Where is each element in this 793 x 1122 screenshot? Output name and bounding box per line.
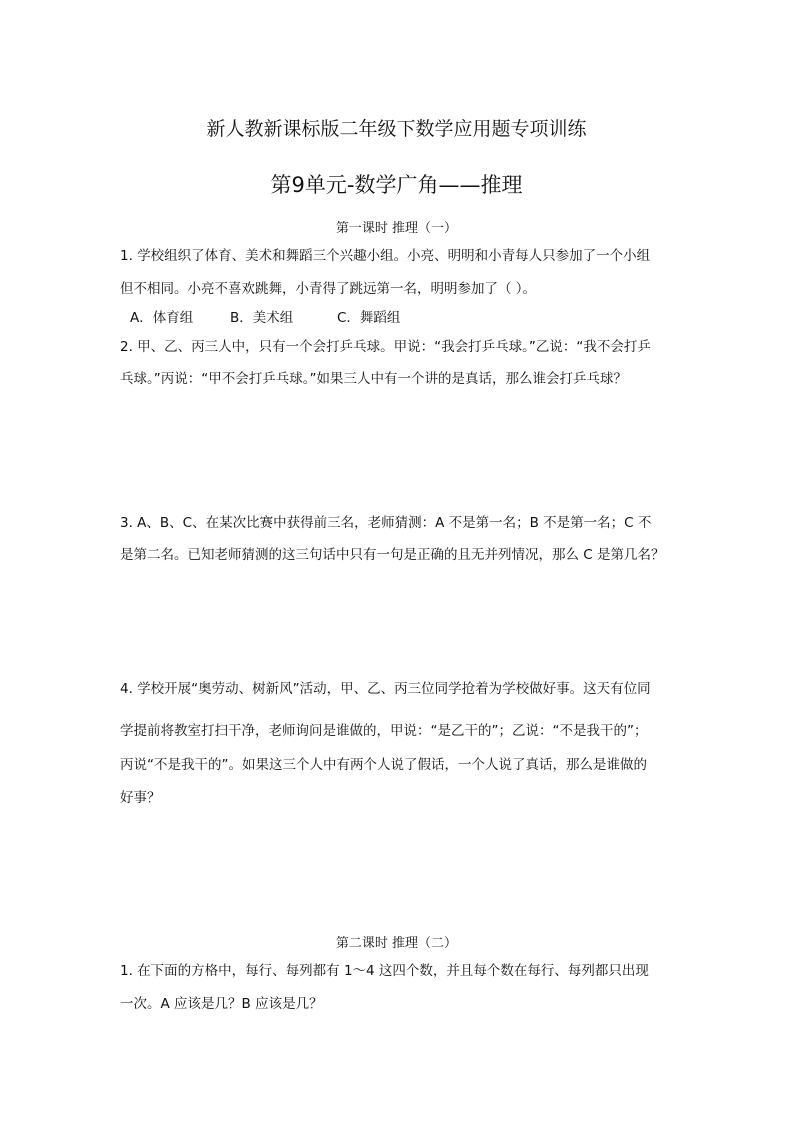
question-1-line: 1. 学校组织了体育、美术和舞蹈三个兴趣小组。小亮、明明和小青每人只参加了一个小组 xyxy=(120,248,651,264)
question-2-line: 乓球。”丙说：“甲不会打乒乓球。”如果三人中有一个讲的是真话，那么谁会打乒乓球？ xyxy=(120,371,627,387)
document-title: 新人教新课标版二年级下数学应用题专项训练 xyxy=(206,118,587,140)
question-4-line: 好事？ xyxy=(120,790,161,806)
document-subtitle: 第9单元-数学广角——推理 xyxy=(270,173,523,197)
section-heading-2: 第二课时 推理（二） xyxy=(335,936,458,951)
question-3-line: 是第二名。已知老师猜测的这三句话中只有一句是正确的且无并列情况，那么 C 是第几名？ xyxy=(120,547,665,563)
question-3-line: 3. A、B、C、在某次比赛中获得前三名，老师猜测：A 不是第一名；B 不是第一名；C 不 xyxy=(120,515,652,531)
question-4-line: 学提前将教室打扫干净，老师询问是谁做的，甲说：“是乙干的”；乙说：“不是我干的”； xyxy=(120,723,648,739)
question-4-line: 4. 学校开展“奥劳动、树新风”活动，甲、乙、丙三位同学抢着为学校做好事。这天有位同 xyxy=(120,681,651,697)
question-4-line: 丙说“不是我干的”。如果这三个人中有两个人说了假话，一个人说了真话，那么是谁做的 xyxy=(120,757,647,773)
option-a: A．体育组 xyxy=(130,310,194,326)
option-c: C．舞蹈组 xyxy=(337,310,401,326)
question-5-line: 一次。A 应该是几？B 应该是几？ xyxy=(120,996,323,1012)
question-1-line: 但不相同。小亮不喜欢跳舞，小青得了跳远第一名，明明参加了（ ）。 xyxy=(120,281,537,297)
question-5-line: 1. 在下面的方格中，每行、每列都有 1～4 这四个数，并且每个数在每行、每列都只出现 xyxy=(120,963,649,979)
question-2-line: 2. 甲、乙、丙三人中，只有一个会打乒乓球。甲说：“我会打乒乓球。”乙说：“我不会打乒 xyxy=(120,339,651,355)
option-b: B．美术组 xyxy=(230,310,294,326)
section-heading-1: 第一课时 推理（一） xyxy=(335,221,458,236)
